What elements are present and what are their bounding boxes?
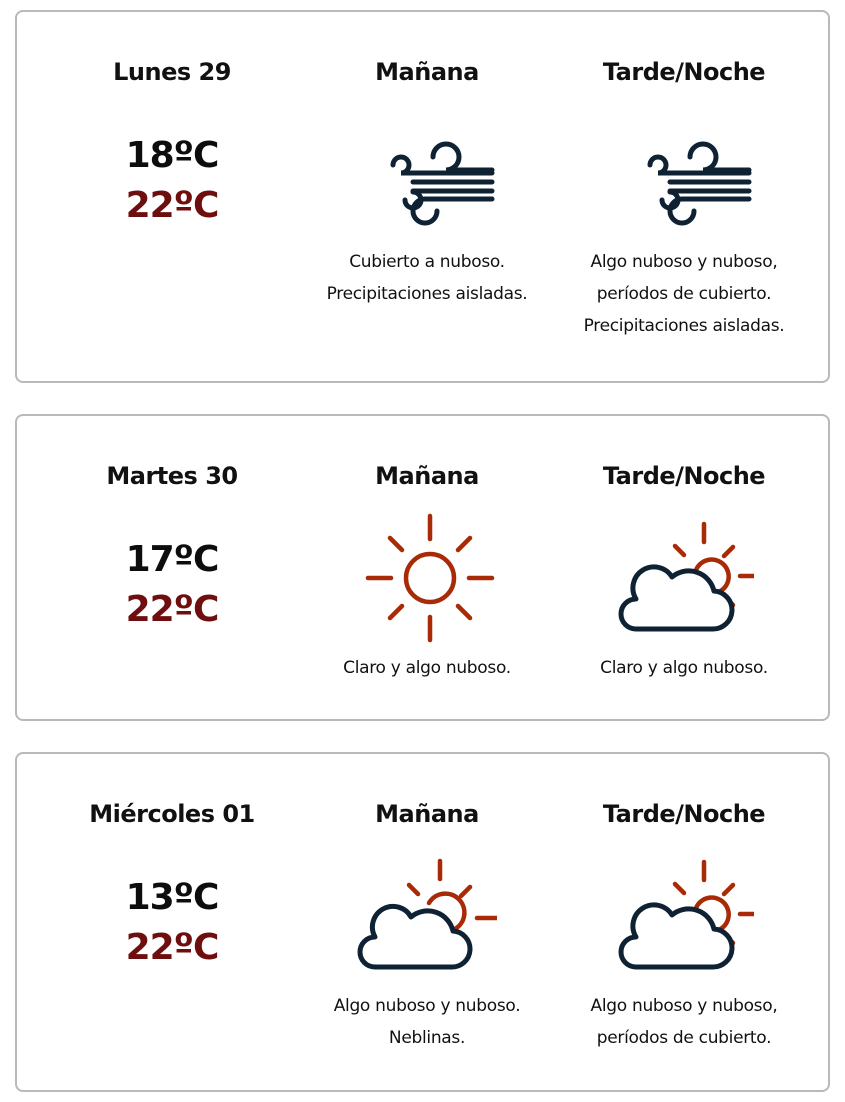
max-temperature: 22ºC: [125, 185, 219, 226]
description-line: Precipitaciones aisladas.: [583, 316, 785, 336]
wind-icon: [357, 107, 497, 247]
description-line: períodos de cubierto.: [596, 284, 772, 304]
max-temperature: 22ºC: [125, 927, 219, 968]
forecast-description: [297, 246, 557, 310]
period-title: Mañana: [375, 800, 479, 828]
period-title: Tarde/Noche: [602, 800, 766, 828]
description-line: Algo nuboso y nuboso.: [333, 996, 521, 1016]
day-name: Lunes 29: [113, 58, 231, 86]
sun-behind-cloud-icon: [614, 511, 754, 651]
sun-behind-cloud-icon: [614, 849, 754, 989]
forecast-card-miercoles: [15, 752, 830, 1092]
period-title: Mañana: [375, 462, 479, 490]
description-line: Cubierto a nuboso.: [349, 252, 505, 272]
description-line: períodos de cubierto.: [596, 1028, 772, 1048]
description-line: Claro y algo nuboso.: [600, 658, 768, 678]
min-temperature: 17ºC: [125, 539, 219, 580]
description-line: Precipitaciones aisladas.: [326, 284, 528, 304]
forecast-description: [554, 990, 814, 1054]
max-temperature: 22ºC: [125, 589, 219, 630]
wind-icon: [614, 107, 754, 247]
description-line: Algo nuboso y nuboso,: [590, 252, 778, 272]
min-temperature: 18ºC: [125, 135, 219, 176]
period-title: Tarde/Noche: [602, 58, 766, 86]
day-name: Miércoles 01: [89, 800, 255, 828]
forecast-card-lunes: [15, 10, 830, 383]
min-temperature: 13ºC: [125, 877, 219, 918]
sun-icon: [357, 511, 497, 651]
forecast-description: [554, 652, 814, 684]
cloud-with-sun-icon: [357, 849, 497, 989]
description-line: Algo nuboso y nuboso,: [590, 996, 778, 1016]
day-name: Martes 30: [106, 462, 238, 490]
description-line: Claro y algo nuboso.: [343, 658, 511, 678]
forecast-description: [297, 652, 557, 684]
forecast-card-martes: [15, 414, 830, 721]
description-line: Neblinas.: [388, 1028, 466, 1048]
period-title: Mañana: [375, 58, 479, 86]
forecast-description: [554, 246, 814, 342]
period-title: Tarde/Noche: [602, 462, 766, 490]
forecast-description: [297, 990, 557, 1054]
